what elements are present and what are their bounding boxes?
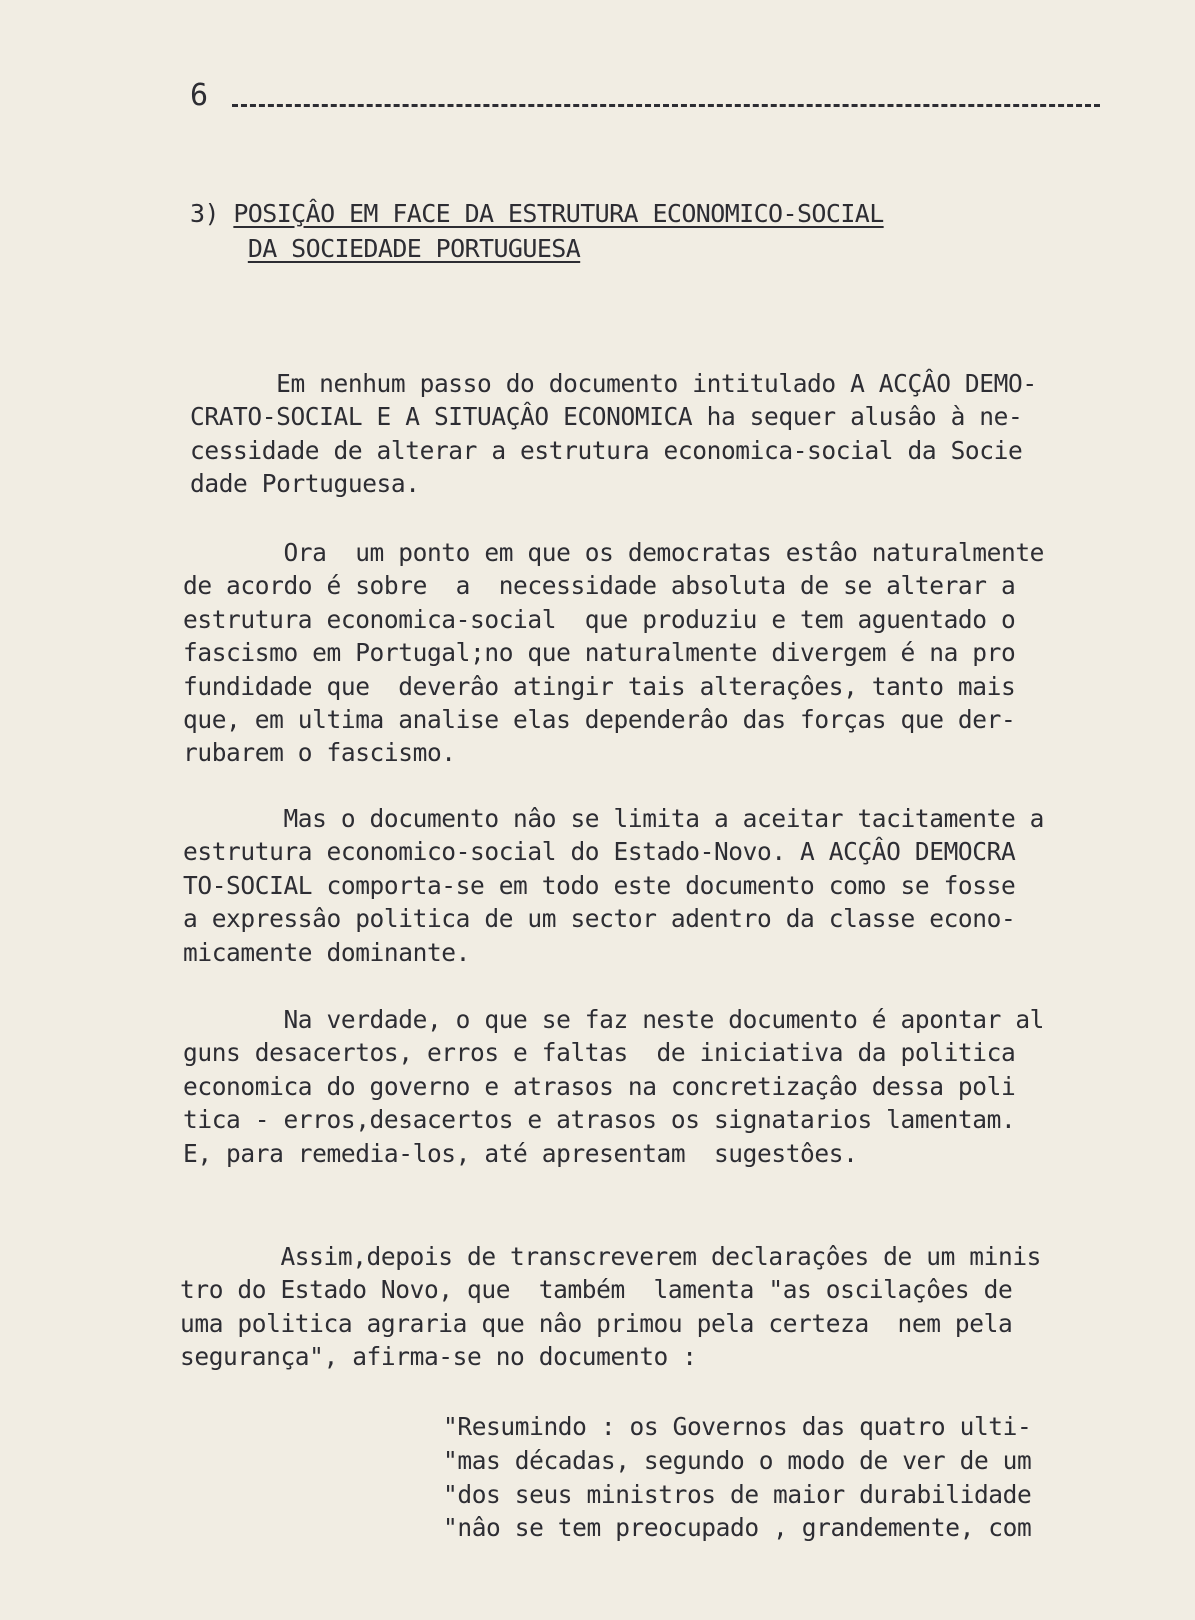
section-title-line-2: DA SOCIEDADE PORTUGUESA: [247, 234, 581, 263]
paragraph-3: Mas o documento nâo se limita a aceitar tacitamente a estrutura economico-social do Estado-Novo. A ACÇÂO DEMOCRA TO-SOCIAL comporta-se em todo este documento como se fosse a expressâo politica de um sector adentro da classe econo- micamente dominante.: [183, 804, 1045, 967]
page-number: 6: [190, 78, 209, 113]
paragraph-4: Na verdade, o que se faz neste documento é apontar al guns desacertos, erros e faltas de iniciativa da politica economica do governo e atrasos na concretizaçâo dessa poli tica - erros,desacertos e atrasos os signatarios lamentam. E, para remedia-los, até apresentam sugestôes.: [183, 1005, 1045, 1168]
section-title-line-1: POSIÇÂO EM FACE DA ESTRUTURA ECONOMICO-SOCIAL: [233, 199, 884, 228]
block-quote: "Resumindo : os Governos das quatro ulti- "mas décadas, segundo o modo de ver de um "dos seus ministros de maior durabilidade "nâo se tem preocupado , grandemente, com: [443, 1412, 1032, 1543]
header-dashed-rule: [232, 104, 1100, 107]
section-heading: [190, 196, 884, 266]
paragraph-1: Em nenhum passo do documento intitulado A ACÇÂO DEMO- CRATO-SOCIAL E A SITUAÇÂO ECONOMICA ha sequer alusâo à ne- cessidade de alterar a estrutura economica-social da Socie dade Portuguesa.: [190, 369, 1037, 499]
paragraph-5: Assim,depois de transcreverem declaraçôes de um minis tro do Estado Novo, que também lamenta "as oscilaçôes de uma politica agraria que nâo primou pela certeza nem pela segurança", afirma-se no documento :: [180, 1242, 1042, 1372]
paragraph-2: Ora um ponto em que os democratas estâo naturalmente de acordo é sobre a necessidade absoluta de se alterar a estrutura economica-social que produziu e tem aguentado o fascismo em Portugal;no que naturalmente divergem é na pro fundidade que deverâo atingir tais alteraçôes, tanto mais que, em ultima analise elas dependerâo das forças que der- rubarem o fascismo.: [183, 538, 1045, 768]
section-number: 3): [190, 199, 219, 228]
